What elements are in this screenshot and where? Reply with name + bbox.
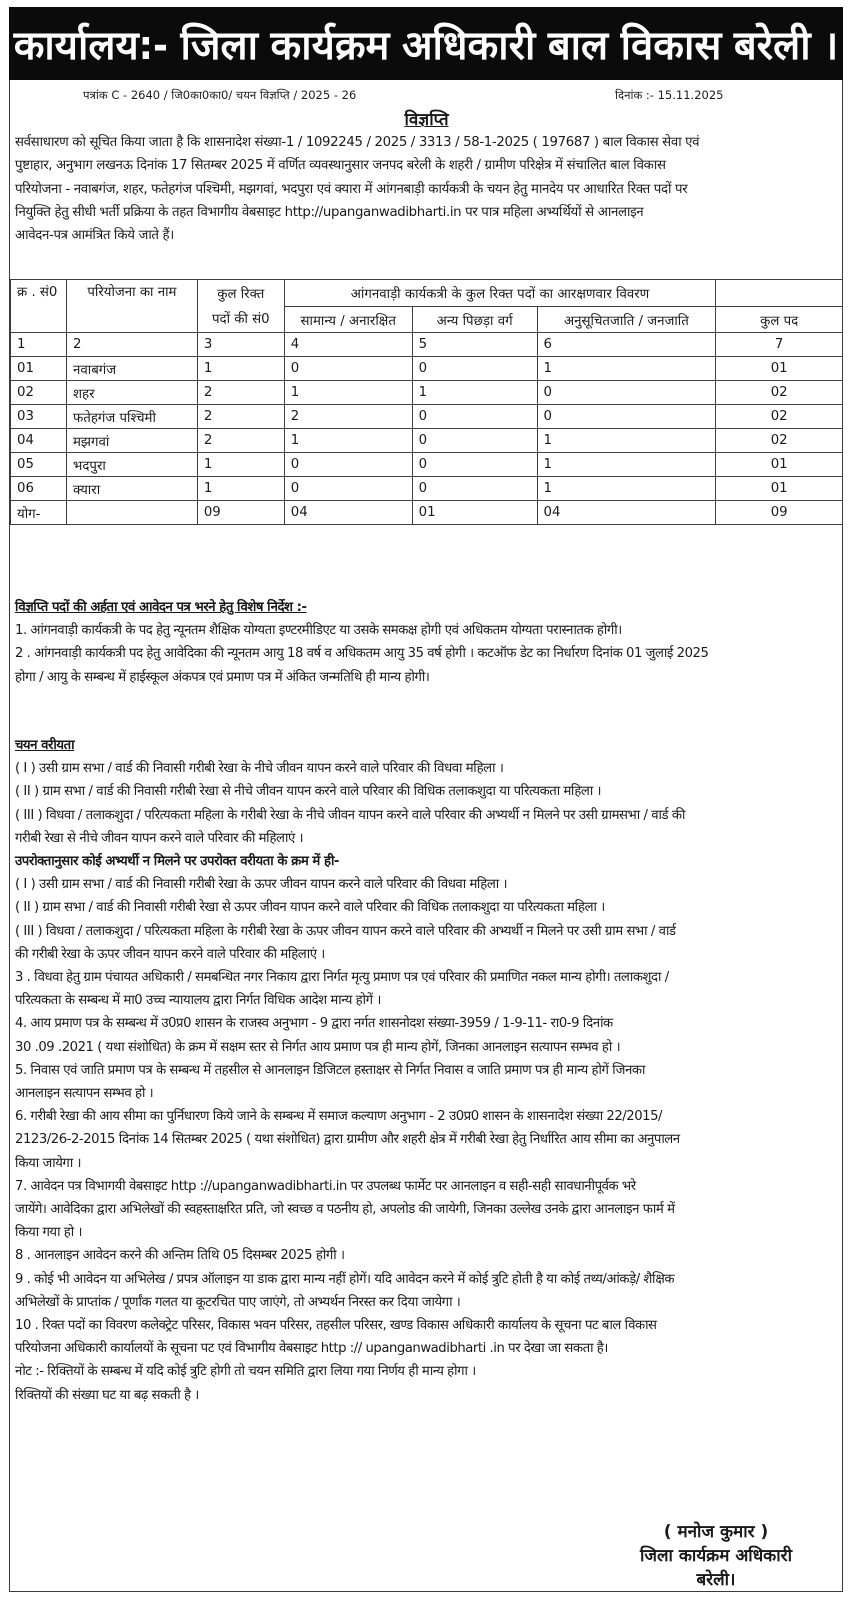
office-title-banner (9, 7, 843, 80)
cell-sc-st: 1 (537, 429, 716, 453)
cell-total-vacant: 1 (197, 477, 284, 501)
cell-total-posts: 01 (716, 453, 843, 477)
cell-project: नवाबगंज (66, 357, 197, 381)
table-row (11, 357, 843, 381)
reference-line (0, 88, 853, 106)
point-line: आनलाइन सत्यापन सम्भव हो । (15, 1086, 154, 1102)
intro-paragraph (15, 131, 839, 247)
cell-general: 2 (284, 405, 412, 429)
preference-item: ( I ) उसी ग्राम सभा / वार्ड की निवासी गरीबी रेखा के नीचे जीवन यापन करने वाले परिवार की विधवा महिला । (15, 761, 504, 777)
table-row (11, 477, 843, 501)
cell-serial: 04 (11, 429, 67, 453)
point-line: 4. आय प्रमाण पत्र के सम्बन्ध में उ0प्र0 शासन के राजस्व अनुभाग - 9 द्वारा नर्गत शासनोदश संख्या-3959 / 1-9-11- रा0-9 दिनांक (15, 1016, 613, 1032)
total-posts: 09 (716, 501, 843, 525)
office-title: कार्यालय:- जिला कार्यक्रम अधिकारी बाल विकास बरेली । (13, 23, 839, 69)
col-number: 2 (66, 333, 197, 357)
signatory-designation: जिला कार्यक्रम अधिकारी (640, 1546, 792, 1566)
preference-item: ( III ) विधवा / तलाकशुदा / परित्यकता महिला के गरीबी रेखा के नीचे जीवन यापन करने वाले परिवार की अभ्यर्थी न मिलने पर उसी ग्रामसभा / वार्ड की (15, 807, 685, 823)
preference-item: गरीबी रेखा से नीचे जीवन यापन करने वाले परिवार की महिलाएं । (15, 830, 304, 846)
cell-project: शहर (66, 381, 197, 405)
cell-sc-st: 1 (537, 477, 716, 501)
intro-line: आवेदन-पत्र आमंत्रित किये जाते हैं। (15, 228, 174, 244)
point-line: 7. आवेदन पत्र विभागयी वेबसाइट http ://upanganwadibharti.in पर उपलब्ध फार्मेट पर आनलाइन व सही-सही सावधानीपूर्वक भरे (15, 1178, 636, 1194)
instruction-item: होगा / आयु के सम्बन्ध में हाईस्कूल अंकपत्र एवं प्रमाण पत्र में अंकित जन्मतिथि ही मान्य होगी। (15, 669, 430, 685)
cell-serial: 06 (11, 477, 67, 501)
point-line: परित्यकता के सम्बन्ध में मा0 उच्च न्यायालय द्वारा निर्गत विधिक आदेश मान्य होगें । (15, 993, 381, 1009)
cell-total-posts: 02 (716, 405, 843, 429)
cell-general: 1 (284, 381, 412, 405)
cell-obc: 0 (412, 429, 537, 453)
point-line: 6. गरीबी रेखा की आय सीमा का पुर्निधारण किये जाने के सम्बन्ध में समाज कल्याण अनुभाग - 2 उ0प्र0 शासन के शासनादेश संख्या 22/2015/ (15, 1109, 663, 1125)
point-line: 2123/26-2-2015 दिनांक 14 सितम्बर 2025 ( यथा संशोधित) द्वारा ग्रामीण और शहरी क्षेत्र में गरीबी रेखा हेतु निर्धारित आय सीमा का अनुपालन (15, 1132, 680, 1148)
point-line: 3 . विधवा हेतु ग्राम पंचायत अधिकारी / समबन्धित नगर निकाय द्वारा निर्गत मृत्यु प्रमाण पत्र एवं परिवार की प्रमाणित नकल मान्य होगी। तलाकशुदा / (15, 970, 669, 986)
cell-total-vacant: 2 (197, 429, 284, 453)
cell-serial: 02 (11, 381, 67, 405)
header-sc-st: अनुसूचितजाति / जनजाति (537, 307, 716, 333)
cell-project: मझगवां (66, 429, 197, 453)
preference-item: ( II ) ग्राम सभा / वार्ड की निवासी गरीबी रेखा से ऊपर जीवन यापन करने वाले परिवार की विधिक तलाकशुदा या परित्यकता महिला । (15, 900, 605, 916)
total-label: योग- (11, 501, 67, 525)
signatory-place: बरेली। (696, 1570, 736, 1590)
cell-total-vacant: 1 (197, 453, 284, 477)
point-line: किया जायेगा । (15, 1155, 82, 1171)
cell-obc: 0 (412, 357, 537, 381)
header-serial: क्र . सं0 (11, 280, 67, 333)
instruction-item: 2 . आंगनवाड़ी कार्यकत्री पद हेतु आवेदिका की न्यूनतम आयु 18 वर्ष व अधिकतम आयु 35 वर्ष होगी । कटऑफ डेट का निर्धारण दिनांक 01 जुलाई 2025 (15, 646, 709, 662)
col-number: 7 (716, 333, 843, 357)
point-line: किया गया हो । (15, 1225, 83, 1241)
col-number: 4 (284, 333, 412, 357)
cell-total-vacant: 2 (197, 381, 284, 405)
header-reservation-group: आंगनवाड़ी कार्यकत्री के कुल रिक्त पदों का आरक्षणवार विवरण (284, 280, 716, 307)
notice-heading: विज्ञप्ति (404, 110, 449, 130)
fallback-heading: उपरोक्तानुसार कोई अभ्यर्थी न मिलने पर उपरोक्त वरीयता के क्रम में ही- (15, 854, 339, 870)
cell-sc-st: 0 (537, 405, 716, 429)
point-line: अभिलेखों के प्राप्तांक / पूर्णांक गलत या कूटरचित पाए जाएंगे, तो अभ्यर्थन निरस्त कर दिया जायेगा । (15, 1294, 461, 1310)
cell-obc: 0 (412, 405, 537, 429)
cell-general: 0 (284, 453, 412, 477)
cell-sc-st: 1 (537, 453, 716, 477)
note-line: रिक्तियों की संख्या घट या बढ़ सकती है । (15, 1387, 199, 1403)
total-vacant: 09 (197, 501, 284, 525)
table-row (11, 429, 843, 453)
cell-serial: 01 (11, 357, 67, 381)
header-obc: अन्य पिछड़ा वर्ग (412, 307, 537, 333)
cell-general: 0 (284, 357, 412, 381)
intro-line: सर्वसाधारण को सूचित किया जाता है कि शासनादेश संख्या-1 / 1092245 / 2025 / 3313 / 58-1-2025 ( 197687 ) बाल विकास सेवा एवं (15, 135, 700, 150)
point-line: 9 . कोई भी आवेदन या अभिलेख / प्रपत्र ऑलाइन या डाक द्वारा मान्य नहीं होगें। यदि आवेदन करने में कोई त्रुटि होती है या कोई तथ्य/आंकड़े/ शैक्षिक (15, 1271, 675, 1287)
intro-line: पुष्टाहार, अनुभाग लखनऊ दिनांक 17 सितम्बर 2025 में वर्णित व्यवस्थानुसार जनपद बरेली के शहरी / ग्रामीण परिक्षेत्र में संचालित बाल विकास (15, 158, 666, 174)
col-number: 3 (197, 333, 284, 357)
intro-line: नियुक्ति हेतु सीधी भर्ती प्रक्रिया के तहत विभागीय वेबसाइट http://upanganwadibharti.in पर पात्र महिला अभ्यर्थियों से आनलाइन (15, 204, 644, 220)
cell-obc: 0 (412, 477, 537, 501)
point-line: जायेंगे। आवेदिका द्वारा अभिलेखों की स्वहस्ताक्षरित प्रति, जो स्वच्छ व पठनीय हो, अपलोड की जायेगी, जिनका उल्लेख उनके द्वारा आनलाइन फार्म में (15, 1202, 675, 1218)
point-line: 8 . आनलाइन आवेदन करने की अन्तिम तिथि 05 दिसम्बर 2025 होगी । (15, 1248, 345, 1264)
vacancy-table (10, 279, 843, 525)
point-line: 30 .09 .2021 ( यथा संशोधित) के क्रम में सक्षम स्तर से निर्गत आय प्रमाण पत्र ही मान्य होगें, जिनका आनलाइन सत्यापन सम्भव हो । (15, 1039, 621, 1055)
table-row (11, 453, 843, 477)
cell-total-posts: 01 (716, 477, 843, 501)
cell-obc: 1 (412, 381, 537, 405)
note-line: नोट :- रिक्तियों के सम्बन्ध में यदि कोई त्रुटि होगी तो चयन समिति द्वारा लिया गया निर्णय ही मान्य होगा । (15, 1364, 476, 1380)
header-project-name: परियोजना का नाम (66, 280, 197, 333)
col-number: 5 (412, 333, 537, 357)
col-number: 1 (11, 333, 67, 357)
preference-heading: चयन वरीयता (15, 738, 75, 753)
cell-project: क्यारा (66, 477, 197, 501)
cell-total-posts: 01 (716, 357, 843, 381)
total-obc: 01 (412, 501, 537, 525)
point-line: परियोजना अधिकारी कार्यालयों के सूचना पट एवं विभागीय वेबसाइट http :// upanganwadibharti .in पर देखा जा सकता है। (15, 1341, 608, 1357)
cell-serial: 03 (11, 405, 67, 429)
point-line: 5. निवास एवं जाति प्रमाण पत्र के सम्बन्ध में तहसील से आनलाइन डिजिटल हस्ताक्षर से निर्गत निवास व जाति प्रमाण पत्र ही मान्य होगें जिनका (15, 1062, 645, 1078)
header-total-vacant (197, 280, 284, 333)
cell-obc: 0 (412, 453, 537, 477)
preference-section (15, 734, 843, 1407)
total-general: 04 (284, 501, 412, 525)
cell-project: भदपुरा (66, 453, 197, 477)
preference-item: की गरीबी रेखा के ऊपर जीवन यापन करने वाले परिवार की महिलाएं । (15, 946, 325, 962)
table-row (11, 381, 843, 405)
cell-serial: 05 (11, 453, 67, 477)
header-general: सामान्य / अनारक्षित (284, 307, 412, 333)
instruction-item: 1. आंगनवाड़ी कार्यकत्री के पद हेतु न्यूनतम शैक्षिक योग्यता इण्टरमीडिएट या उसके समकक्ष होगी एवं अधिकतम योग्यता परास्नातक होगी। (15, 623, 622, 639)
cell-sc-st: 0 (537, 381, 716, 405)
reference-number: पत्रांक C - 2640 / जि0का0का0/ चयन विज्ञप्ति / 2025 - 26 (83, 88, 357, 102)
cell-total-vacant: 1 (197, 357, 284, 381)
cell-total-vacant: 2 (197, 405, 284, 429)
total-project (66, 501, 197, 525)
cell-total-posts: 02 (716, 381, 843, 405)
total-sc-st: 04 (537, 501, 716, 525)
signatory-name: ( मनोज कुमार ) (663, 1522, 769, 1542)
cell-project: फतेहगंज पश्चिमी (66, 405, 197, 429)
signature-block (601, 1520, 831, 1592)
cell-total-posts: 02 (716, 429, 843, 453)
table-row (11, 405, 843, 429)
notice-date: दिनांक :- 15.11.2025 (615, 88, 724, 102)
intro-line: परियोजना - नवाबगंज, शहर, फतेहगंज पश्चिमी, मझगवां, भदपुरा एवं क्यारा में आंगनबाड़ी कार्यकत्री के चयन हेतु मानदेय पर आधारित रिक्त पदों पर (15, 181, 688, 197)
instructions-heading: विज्ञप्ति पदों की अर्हता एवं आवेदन पत्र भरने हेतु विशेष निर्देश :- (15, 600, 307, 615)
header-total-posts: कुल पद (716, 307, 843, 333)
table-total-row (11, 501, 843, 525)
preference-item: ( III ) विधवा / तलाकशुदा / परित्यकता महिला के गरीबी रेखा के ऊपर जीवन यापन करने वाले परिवार की अभ्यर्थी न मिलने पर उसी ग्राम सभा / वार्ड (15, 923, 676, 939)
preference-item: ( II ) ग्राम सभा / वार्ड की निवासी गरीबी रेखा से नीचे जीवन यापन करने वाले परिवार की विधिक तलाकशुदा या परित्यकता महिला । (15, 784, 602, 800)
preference-item: ( I ) उसी ग्राम सभा / वार्ड की निवासी गरीबी रेखा के ऊपर जीवन यापन करने वाले परिवार की विधवा महिला । (15, 877, 508, 893)
point-line: 10 . रिक्त पदों का विवरण कलेक्ट्रेट परिसर, विकास भवन परिसर, तहसील परिसर, खण्ड विकास अधिकारी कार्यालय के सूचना पट बाल विकास (15, 1318, 657, 1334)
cell-general: 0 (284, 477, 412, 501)
cell-general: 1 (284, 429, 412, 453)
cell-sc-st: 1 (537, 357, 716, 381)
col-number: 6 (537, 333, 716, 357)
header-total-vacant-line1: कुल रिक्त (217, 287, 265, 302)
column-number-row (11, 333, 843, 357)
instructions-section (15, 596, 843, 689)
header-total-vacant-line2: पदों की सं0 (211, 312, 270, 327)
table-header-row (11, 280, 843, 307)
header-empty (716, 280, 843, 307)
